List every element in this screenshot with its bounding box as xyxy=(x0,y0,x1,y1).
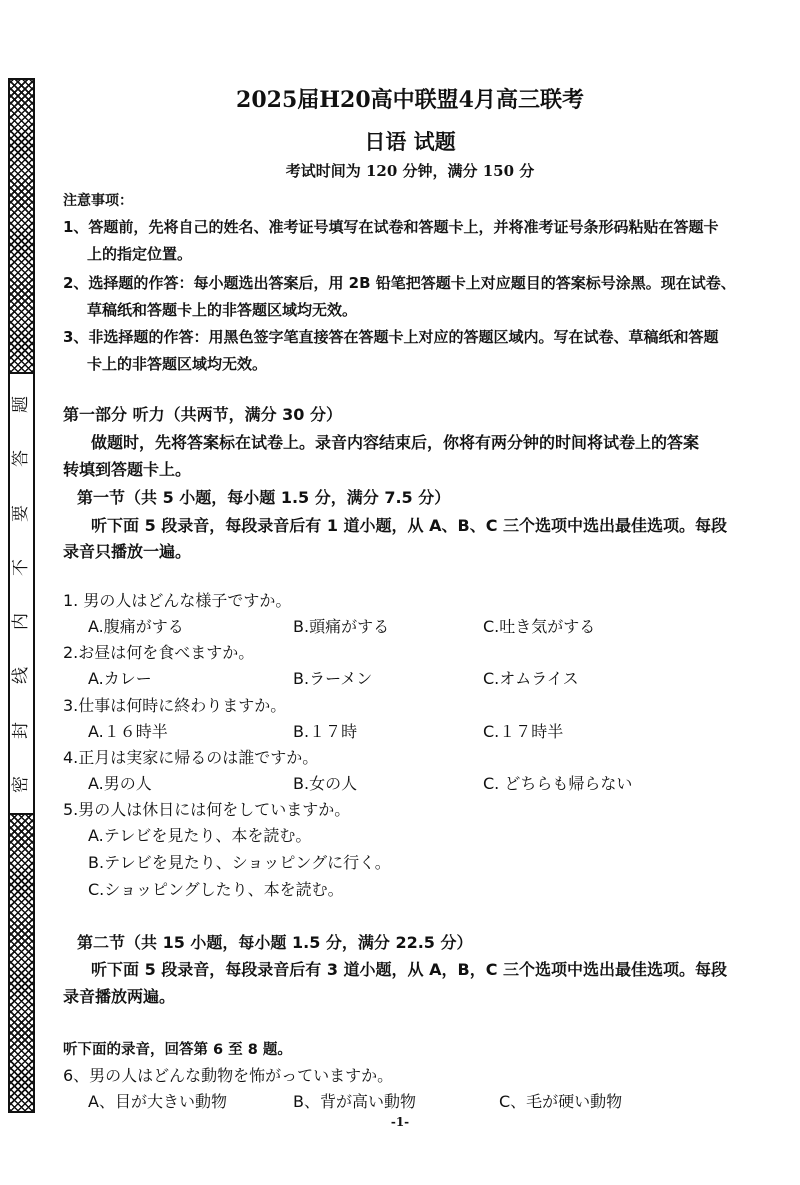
question-3: 3.仕事は何時に終わりますか。 xyxy=(63,696,287,715)
q3-option-c: C.１７時半 xyxy=(483,722,564,741)
q5-option-a: A.テレビを見たり、本を読む。 xyxy=(88,826,312,845)
section2-instruction-cont: 录音播放两遍。 xyxy=(63,987,176,1006)
notice-item-1-cont: 上的指定位置。 xyxy=(87,245,193,263)
page-number: -1- xyxy=(390,1115,410,1129)
binding-strip-seal-line xyxy=(8,372,35,815)
q4-option-b: B.女の人 xyxy=(293,774,358,793)
part1-instruction: 做题时，先将答案标在试卷上。录音内容结束后，你将有两分钟的时间将试卷上的答案 xyxy=(91,433,700,452)
q2-option-a: A.カレー xyxy=(88,669,152,688)
question-5: 5.男の人は休日には何をしていますか。 xyxy=(63,800,351,819)
notice-item-1: 1、答题前，先将自己的姓名、准考证号填写在试卷和答题卡上，并将准考证号条形码粘贴在答题卡 xyxy=(63,218,719,236)
q4-option-a: A.男の人 xyxy=(88,774,152,793)
seal-char: 内 xyxy=(11,613,31,631)
part1-heading: 第一部分 听力（共两节，满分 30 分） xyxy=(63,405,342,424)
notice-item-3-cont: 卡上的非答题区域均无效。 xyxy=(87,355,268,373)
section1-heading: 第一节（共 5 小题，每小题 1.5 分，满分 7.5 分） xyxy=(77,488,451,507)
seal-char: 封 xyxy=(11,721,31,739)
exam-title: 2025届H20高中联盟4月高三联考 xyxy=(236,87,584,113)
q1-option-c: C.吐き気がする xyxy=(483,617,596,636)
section2-instruction: 听下面 5 段录音，每段录音后有 3 道小题，从 A，B，C 三个选项中选出最佳选项。每段 xyxy=(91,960,728,979)
q6-option-a: A、目が大きい動物 xyxy=(88,1092,227,1111)
seal-char: 线 xyxy=(11,667,31,685)
seal-char: 要 xyxy=(11,504,31,522)
exam-subject: 日语 试题 xyxy=(364,129,456,154)
q3-option-b: B.１７時 xyxy=(293,722,358,741)
notice-item-2-cont: 草稿纸和答题卡上的非答题区域均无效。 xyxy=(87,301,358,319)
q2-option-b: B.ラーメン xyxy=(293,669,373,688)
seal-char: 密 xyxy=(11,775,31,793)
seal-char: 题 xyxy=(11,396,31,413)
question-1: 1. 男の人はどんな様子ですか。 xyxy=(63,591,292,610)
q3-option-a: A.１６時半 xyxy=(88,722,168,741)
q1-option-a: A.腹痛がする xyxy=(88,617,184,636)
notice-item-3: 3、非选择题的作答：用黑色签字笔直接答在答题卡上对应的答题区域内。写在试卷、草稿纸和答题 xyxy=(63,328,719,346)
notice-heading: 注意事项： xyxy=(63,193,133,209)
q1-option-b: B.頭痛がする xyxy=(293,617,390,636)
seal-char: 不 xyxy=(11,558,31,576)
binding-strip-hatch-bottom xyxy=(8,813,35,1113)
question-4: 4.正月は実家に帰るのは誰ですか。 xyxy=(63,748,319,767)
binding-strip-hatch-top xyxy=(8,78,35,374)
seal-char: 答 xyxy=(11,450,31,468)
section1-instruction: 听下面 5 段录音，每段录音后有 1 道小题，从 A、B、C 三个选项中选出最佳选项。每段 xyxy=(91,516,728,535)
q5-option-c: C.ショッピングしたり、本を読む。 xyxy=(88,880,344,899)
section1-instruction-cont: 录音只播放一遍。 xyxy=(63,542,192,561)
notice-item-2: 2、选择题的作答：每小题选出答案后，用 2B 铅笔把答题卡上对应题目的答案标号涂黑。现在试卷、 xyxy=(63,274,736,292)
q5-option-b: B.テレビを見たり、ショッピングに行く。 xyxy=(88,853,391,872)
q6-option-b: B、背が高い動物 xyxy=(293,1092,416,1111)
q6-option-c: C、毛が硬い動物 xyxy=(499,1092,623,1111)
group-prompt: 听下面的录音，回答第 6 至 8 题。 xyxy=(63,1042,292,1058)
q2-option-c: C.オムライス xyxy=(483,669,579,688)
question-6: 6、男の人はどんな動物を怖がっていますか。 xyxy=(63,1066,394,1085)
q4-option-c: C. どちらも帰らない xyxy=(483,774,633,793)
question-2: 2.お昼は何を食べますか。 xyxy=(63,643,255,662)
part1-instruction-cont: 转填到答题卡上。 xyxy=(63,460,192,479)
exam-time-info: 考试时间为 120 分钟，满分 150 分 xyxy=(285,162,535,180)
section2-heading: 第二节（共 15 小题，每小题 1.5 分，满分 22.5 分） xyxy=(77,933,473,952)
